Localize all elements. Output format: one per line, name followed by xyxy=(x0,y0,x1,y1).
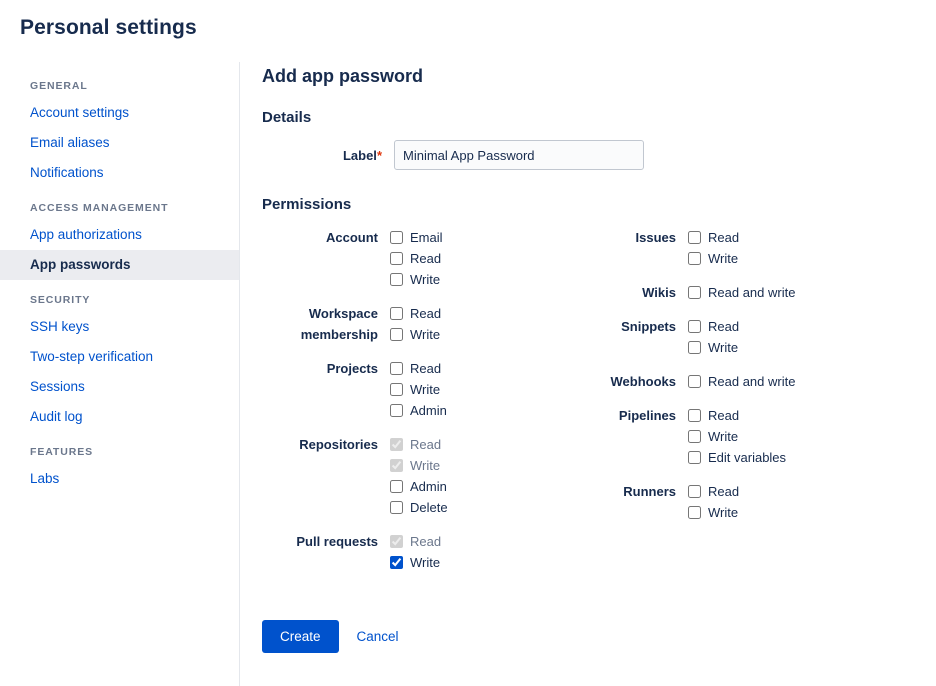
permission-option[interactable] xyxy=(390,552,552,573)
checkbox-edit-variables[interactable] xyxy=(688,451,701,464)
permission-option-label: Admin xyxy=(410,479,447,494)
checkbox-read-and-write[interactable] xyxy=(688,286,701,299)
sidebar-group-title: ACCESS MANAGEMENT xyxy=(30,202,169,214)
permission-option[interactable] xyxy=(390,358,552,379)
sidebar-group-title: GENERAL xyxy=(30,80,88,92)
permission-group xyxy=(560,282,852,303)
checkbox-write[interactable] xyxy=(688,430,701,443)
permission-option[interactable] xyxy=(688,405,852,426)
permission-option-label: Read xyxy=(708,408,740,423)
permission-option-label: Write xyxy=(410,382,441,397)
checkbox-write[interactable] xyxy=(390,273,403,286)
label-text: Label xyxy=(342,147,377,163)
checkbox-write[interactable] xyxy=(688,252,701,265)
permission-group xyxy=(560,316,852,358)
checkbox-email[interactable] xyxy=(390,231,403,244)
permission-option[interactable] xyxy=(390,303,552,324)
required-marker: * xyxy=(376,147,382,163)
page-layout xyxy=(0,62,936,686)
sidebar-group-title: SECURITY xyxy=(30,294,91,306)
permission-option-label: Read xyxy=(708,484,740,499)
permission-option-label: Write xyxy=(708,251,739,266)
permission-options xyxy=(390,531,552,573)
permission-option-label: Read xyxy=(410,361,442,376)
sidebar-item-two-step-verification[interactable]: Two-step verification xyxy=(30,349,154,364)
permission-option-label: Email xyxy=(410,230,443,245)
label-field-row xyxy=(262,140,916,170)
permission-group xyxy=(262,531,552,573)
permission-option-label: Delete xyxy=(410,500,448,515)
checkbox-admin[interactable] xyxy=(390,480,403,493)
checkbox-write[interactable] xyxy=(390,383,403,396)
permission-group-label-line: Repositories xyxy=(299,437,378,452)
permission-group-label-line: Runners xyxy=(623,484,676,499)
permission-group-label-line: Pipelines xyxy=(618,408,676,423)
permission-option[interactable] xyxy=(390,400,552,421)
permission-option-label: Admin xyxy=(410,403,447,418)
checkbox-write[interactable] xyxy=(390,328,403,341)
label-field-label xyxy=(262,148,394,163)
permission-option-label: Write xyxy=(708,429,739,444)
permission-option[interactable] xyxy=(688,337,852,358)
page-title: Personal settings xyxy=(20,16,197,39)
permissions-grid xyxy=(262,227,916,586)
permission-option[interactable] xyxy=(688,371,852,392)
permission-group xyxy=(560,227,852,269)
permission-option[interactable] xyxy=(688,282,852,303)
permission-option-label: Read xyxy=(410,437,442,452)
sidebar-group-title: FEATURES xyxy=(30,446,94,458)
checkbox-read-and-write[interactable] xyxy=(688,375,701,388)
permission-option[interactable] xyxy=(390,379,552,400)
checkbox-read[interactable] xyxy=(390,307,403,320)
checkbox-read[interactable] xyxy=(688,320,701,333)
permission-group-label xyxy=(560,282,688,303)
permission-group-label xyxy=(560,371,688,392)
permission-options xyxy=(688,481,852,523)
permission-option-label: Read xyxy=(708,319,740,334)
permission-group-label xyxy=(262,531,390,573)
permission-option[interactable] xyxy=(688,316,852,337)
permission-option-label: Read xyxy=(708,230,740,245)
permission-option[interactable] xyxy=(688,426,852,447)
permission-option[interactable] xyxy=(390,455,552,476)
label-input[interactable] xyxy=(394,140,644,170)
permission-options xyxy=(688,282,852,303)
checkbox-admin[interactable] xyxy=(390,404,403,417)
permission-option-label: Edit variables xyxy=(708,450,787,465)
permission-option-label: Write xyxy=(410,272,441,287)
permission-options xyxy=(688,316,852,358)
permission-group-label-line: Snippets xyxy=(621,319,676,334)
sidebar-item-notifications[interactable]: Notifications xyxy=(30,165,104,180)
permission-group xyxy=(262,303,552,345)
permission-options xyxy=(390,227,552,290)
permissions-left-column xyxy=(262,227,552,586)
permissions-right-column xyxy=(552,227,852,586)
sidebar-item-sessions[interactable]: Sessions xyxy=(30,379,85,394)
permission-group-label-line: membership xyxy=(300,327,378,342)
permission-options xyxy=(688,371,852,392)
permission-option[interactable] xyxy=(390,434,552,455)
permission-option-label: Write xyxy=(410,327,441,342)
checkbox-delete[interactable] xyxy=(390,501,403,514)
permission-option[interactable] xyxy=(390,476,552,497)
permission-option[interactable] xyxy=(688,502,852,523)
permission-group-label-line: Projects xyxy=(326,361,378,376)
permission-option[interactable] xyxy=(390,269,552,290)
sidebar-item-email-aliases[interactable]: Email aliases xyxy=(30,135,110,150)
create-button[interactable]: Create xyxy=(262,620,339,653)
permission-group xyxy=(262,434,552,518)
permission-option-label: Read and write xyxy=(708,285,796,300)
checkbox-write xyxy=(390,459,403,472)
permission-group-label xyxy=(560,481,688,523)
permission-option[interactable] xyxy=(390,324,552,345)
page-heading: Add app password xyxy=(262,66,424,86)
checkbox-read[interactable] xyxy=(390,252,403,265)
sidebar-item-app-authorizations[interactable]: App authorizations xyxy=(30,227,142,242)
permission-group-label-line: Issues xyxy=(635,230,676,245)
permission-option[interactable] xyxy=(688,248,852,269)
checkbox-read[interactable] xyxy=(688,231,701,244)
permission-group-label xyxy=(262,358,390,421)
form-actions xyxy=(262,620,916,653)
details-section-title: Details xyxy=(262,109,312,126)
permission-group xyxy=(262,358,552,421)
permission-option-label: Write xyxy=(708,505,739,520)
permission-group-label xyxy=(560,405,688,468)
checkbox-read[interactable] xyxy=(688,485,701,498)
sidebar-item-ssh-keys[interactable]: SSH keys xyxy=(30,319,90,334)
permission-group-label xyxy=(560,316,688,358)
sidebar-item-audit-log[interactable]: Audit log xyxy=(30,409,83,424)
permission-option-label: Write xyxy=(410,555,441,570)
checkbox-read[interactable] xyxy=(688,409,701,422)
permission-group-label xyxy=(262,303,390,345)
permission-group-label-line: Account xyxy=(326,230,378,245)
permission-group-label xyxy=(262,434,390,518)
permission-group-label xyxy=(262,227,390,290)
permission-option[interactable] xyxy=(688,227,852,248)
permission-group-label-line: Wikis xyxy=(642,285,676,300)
permission-options xyxy=(688,405,852,468)
permission-option[interactable] xyxy=(688,481,852,502)
permissions-section-title: Permissions xyxy=(262,196,352,213)
sidebar-item-account-settings[interactable]: Account settings xyxy=(30,105,130,120)
permission-group-label-line: Workspace xyxy=(308,306,378,321)
permission-options xyxy=(688,227,852,269)
permission-option-label: Read xyxy=(410,251,442,266)
permission-option[interactable] xyxy=(390,497,552,518)
permission-options xyxy=(390,303,552,345)
sidebar xyxy=(0,62,240,686)
permission-options xyxy=(390,434,552,518)
permission-option[interactable] xyxy=(390,227,552,248)
permission-option-label: Read and write xyxy=(708,374,796,389)
cancel-button[interactable]: Cancel xyxy=(356,629,399,644)
permission-option[interactable] xyxy=(688,447,852,468)
main-content xyxy=(240,62,936,686)
permission-group xyxy=(560,481,852,523)
permission-option-label: Read xyxy=(410,306,442,321)
permission-group-label xyxy=(560,227,688,269)
permission-options xyxy=(390,358,552,421)
sidebar-item-labs[interactable]: Labs xyxy=(30,471,60,486)
permission-option-label: Read xyxy=(410,534,442,549)
checkbox-write[interactable] xyxy=(390,556,403,569)
checkbox-write[interactable] xyxy=(688,506,701,519)
checkbox-read[interactable] xyxy=(390,362,403,375)
permission-option[interactable] xyxy=(390,531,552,552)
permission-option-label: Write xyxy=(708,340,739,355)
permission-option[interactable] xyxy=(390,248,552,269)
permission-group xyxy=(262,227,552,290)
checkbox-write[interactable] xyxy=(688,341,701,354)
checkbox-read xyxy=(390,535,403,548)
sidebar-item-app-passwords[interactable]: App passwords xyxy=(0,250,239,280)
permission-option-label: Write xyxy=(410,458,441,473)
checkbox-read xyxy=(390,438,403,451)
permission-group xyxy=(560,371,852,392)
permission-group-label-line: Webhooks xyxy=(610,374,676,389)
permission-group-label-line: Pull requests xyxy=(296,534,378,549)
permission-group xyxy=(560,405,852,468)
